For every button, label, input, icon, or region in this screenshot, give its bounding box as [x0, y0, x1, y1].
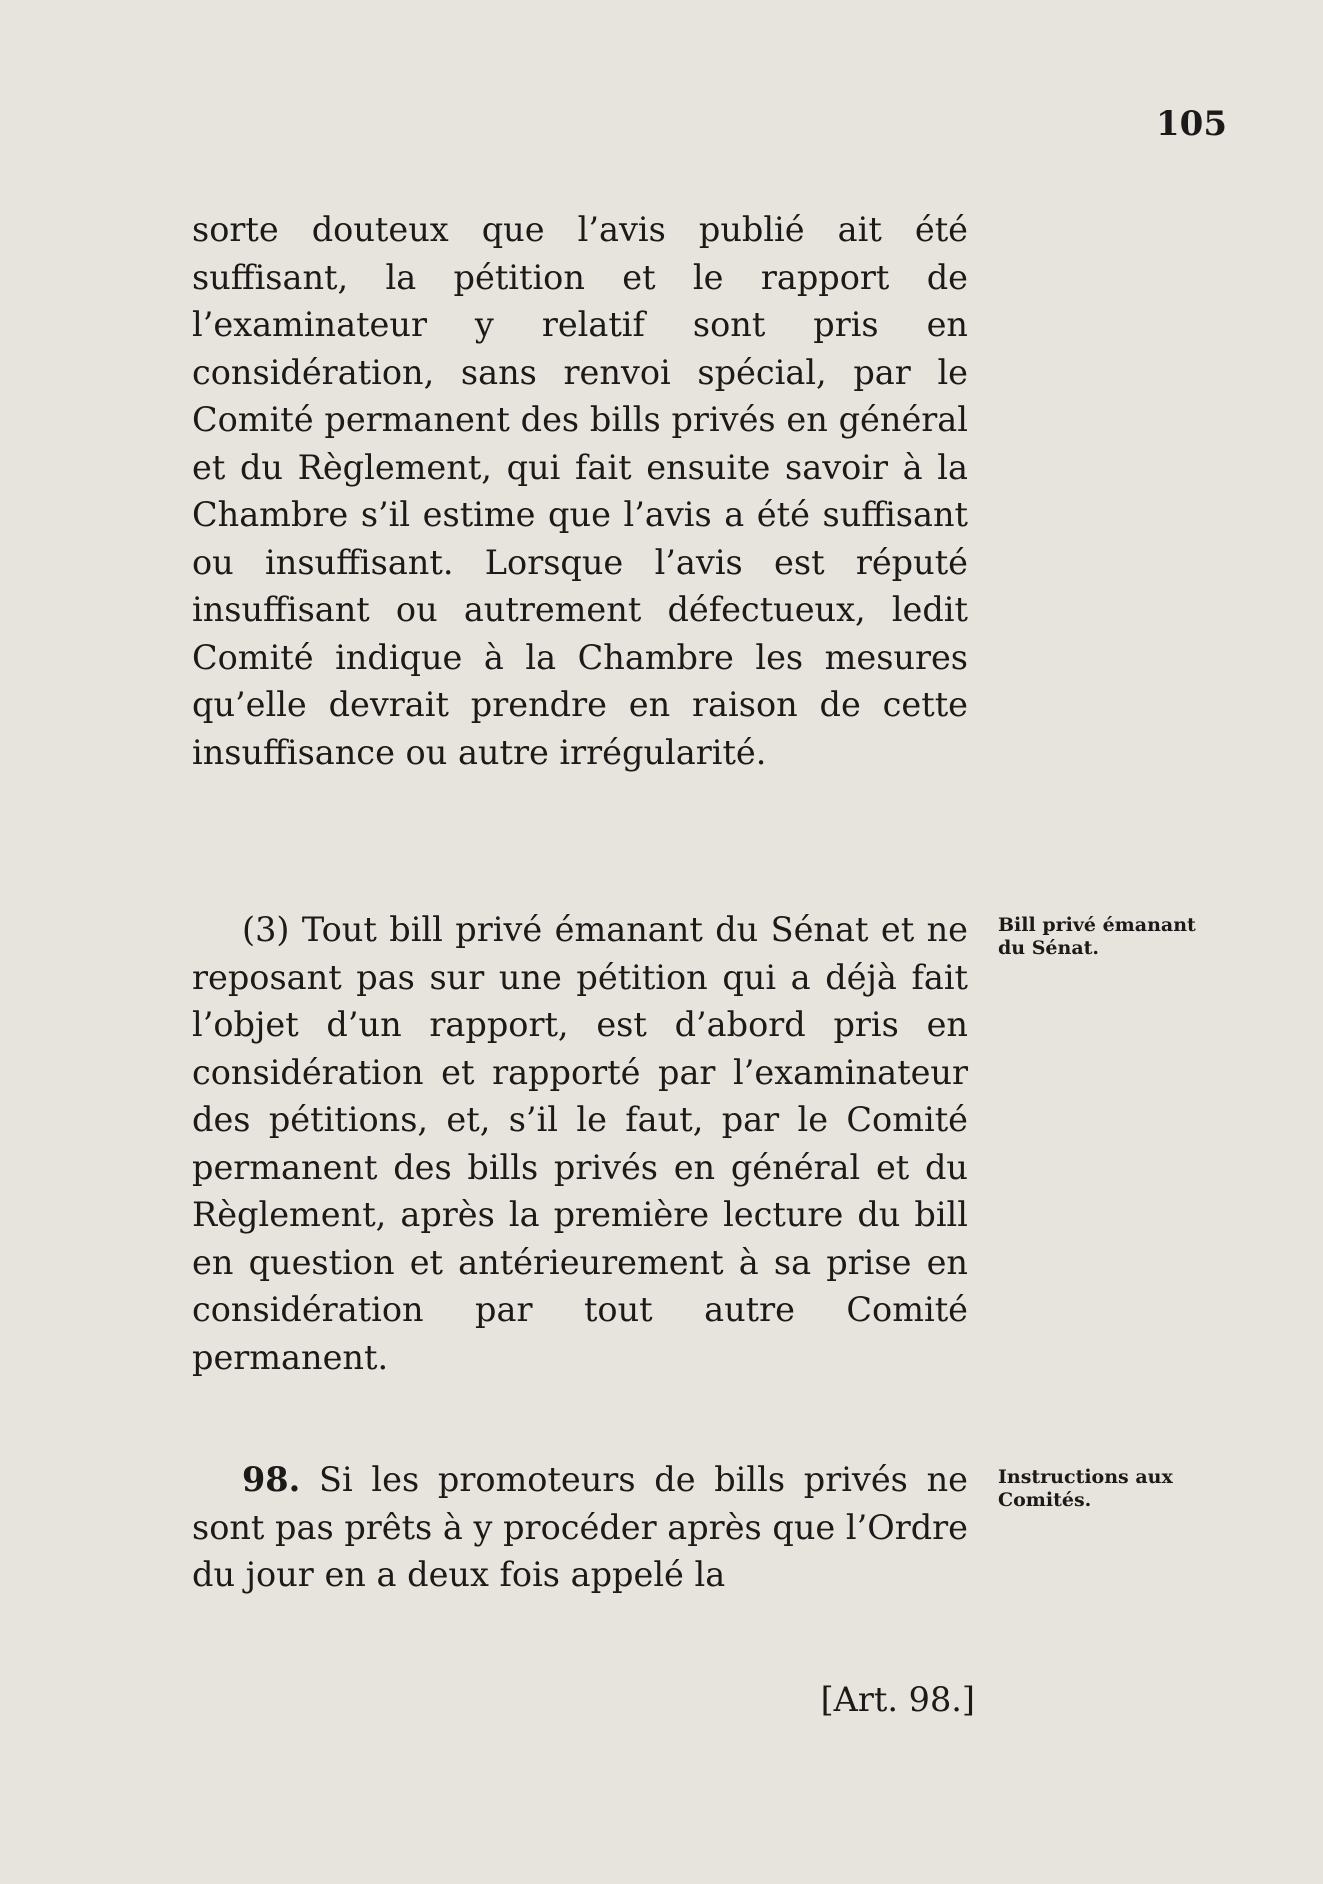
article-number: 98. [242, 1460, 301, 1499]
paragraph-text: sorte douteux que l’avis publié ait été suffisant, la pétition et le rapport de l’examinateur y relatif sont pris en considération, sans renvoi spécial, par le Comité permanent des bills privés en général et du Règlement, qui fait ensuite savoir à la Chambre s’il estime que l’avis a été suffisant ou insuffisant. Lorsque l’avis est réputé insuffisant ou autrement défectueux, ledit Comité indique à la Chambre les mesures qu’elle devrait prendre en raison de cette insuffisance ou autre irrégularité. [192, 210, 968, 772]
article-text: Si les promoteurs de bills privés ne sont pas prêts à y procéder après que l’Ordre du jour en a deux fois appelé la [192, 1460, 968, 1594]
paragraph-senate-bill [192, 906, 968, 1381]
margin-note-instructions: Instructions aux Comités. [998, 1466, 1173, 1511]
paragraph-text: (3) Tout bill privé émanant du Sénat et ne reposant pas sur une pétition qui a déjà fait l’objet d’un rapport, est d’abord pris en considération et rapporté par l’examinateur des pétitions, et, s’il le faut, par le Comité permanent des bills privés en général et du Règlement, après la première lecture du bill en question et antérieurement à sa prise en considération par tout autre Comité permanent. [192, 910, 968, 1377]
article-98 [192, 1456, 968, 1599]
catchword: [Art. 98.] [820, 1680, 975, 1719]
paragraph-continuation [192, 206, 968, 776]
margin-note-senate-bill: Bill privé émanant du Sénat. [998, 914, 1196, 959]
page-number: 105 [1156, 104, 1227, 144]
article-paragraph [192, 1456, 968, 1599]
